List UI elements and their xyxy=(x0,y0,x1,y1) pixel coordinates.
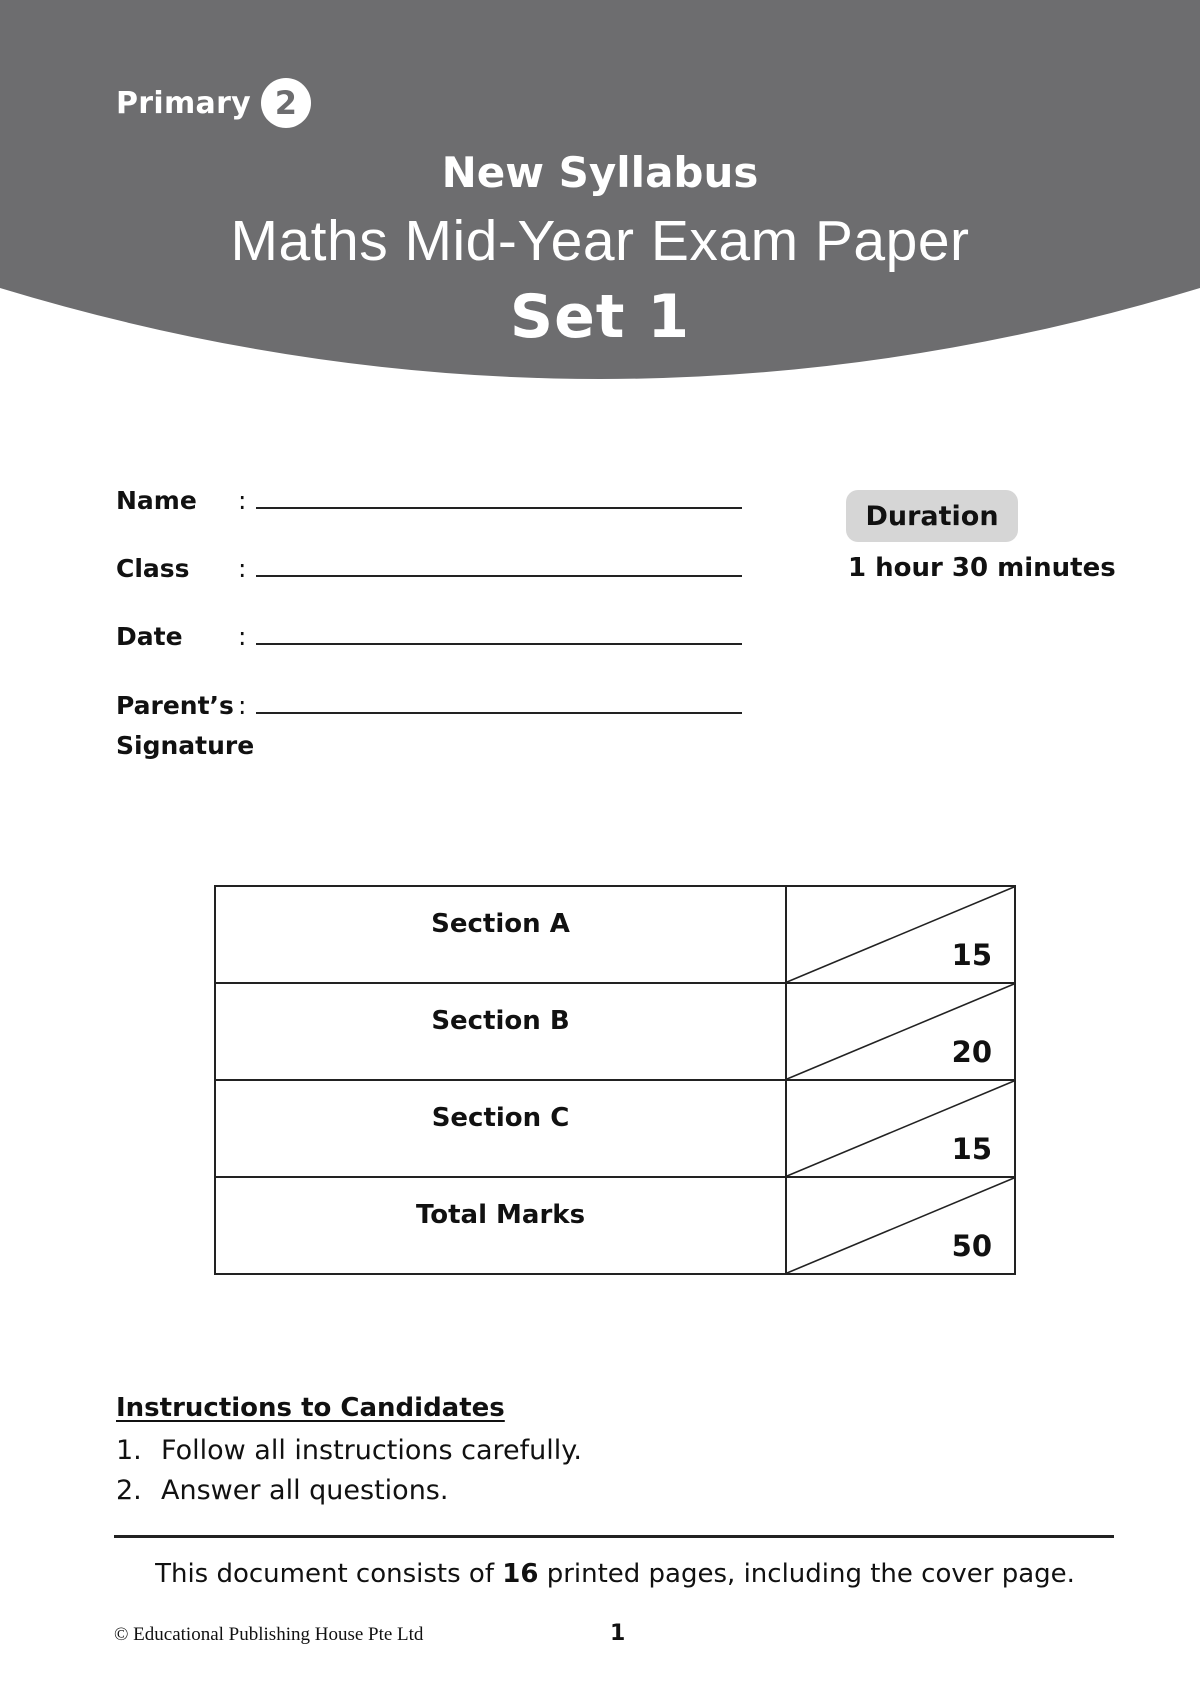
copyright: © Educational Publishing House Pte Ltd xyxy=(114,1624,424,1645)
date-label: Date xyxy=(116,622,183,651)
table-row xyxy=(216,1081,1014,1178)
list-item xyxy=(116,1431,582,1471)
class-label: Class xyxy=(116,554,190,583)
table-row xyxy=(216,984,1014,1081)
duration-badge: Duration xyxy=(846,490,1018,542)
marks-table xyxy=(214,885,1016,1275)
table-row-total xyxy=(216,1178,1014,1273)
section-label: Section B xyxy=(431,1006,570,1036)
page-note-suffix: printed pages, including the cover page. xyxy=(538,1559,1075,1589)
instruction-number: 1. xyxy=(116,1435,142,1466)
instruction-text: Answer all questions. xyxy=(161,1475,449,1506)
section-cell xyxy=(216,1081,787,1176)
page-title: Maths Mid-Year Exam Paper xyxy=(230,209,970,273)
table-row xyxy=(216,887,1014,984)
score-cell[interactable] xyxy=(787,1178,1014,1273)
date-colon: : xyxy=(238,622,247,651)
divider xyxy=(114,1535,1114,1538)
class-field[interactable] xyxy=(256,575,742,577)
set-title: Set 1 xyxy=(509,282,691,352)
name-field[interactable] xyxy=(256,507,742,509)
max-marks: 20 xyxy=(951,1035,992,1069)
score-cell[interactable] xyxy=(787,1081,1014,1176)
score-cell[interactable] xyxy=(787,984,1014,1079)
parent-signature-field[interactable] xyxy=(256,712,742,714)
instructions-title: Instructions to Candidates xyxy=(116,1393,505,1423)
list-item xyxy=(116,1471,448,1511)
page-count-note xyxy=(0,1554,1200,1594)
level-number-badge: 2 xyxy=(261,78,311,128)
section-label: Section A xyxy=(431,909,570,939)
page-number: 1 xyxy=(610,1621,626,1646)
parent-signature-colon: : xyxy=(238,691,247,720)
max-marks: 50 xyxy=(951,1229,992,1263)
subtitle: New Syllabus xyxy=(441,148,759,197)
section-label: Section C xyxy=(431,1103,570,1133)
class-colon: : xyxy=(238,554,247,583)
name-colon: : xyxy=(238,486,247,515)
max-marks: 15 xyxy=(951,938,992,972)
section-cell xyxy=(216,1178,787,1273)
section-label: Total Marks xyxy=(415,1200,586,1230)
instruction-number: 2. xyxy=(116,1475,142,1506)
page-count: 16 xyxy=(502,1559,539,1589)
instruction-text: Follow all instructions carefully. xyxy=(161,1435,582,1466)
date-field[interactable] xyxy=(256,643,742,645)
name-label: Name xyxy=(116,486,197,515)
section-cell xyxy=(216,887,787,982)
section-cell xyxy=(216,984,787,1079)
page-note-prefix: This document consists of xyxy=(155,1559,503,1589)
level-label xyxy=(116,78,311,128)
level-label-text: Primary xyxy=(116,85,252,121)
parent-signature-label: Parent’s xyxy=(116,691,234,720)
parent-signature-label-line2: Signature xyxy=(116,731,255,760)
max-marks: 15 xyxy=(951,1132,992,1166)
duration-value: 1 hour 30 minutes xyxy=(848,553,1116,583)
score-cell[interactable] xyxy=(787,887,1014,982)
